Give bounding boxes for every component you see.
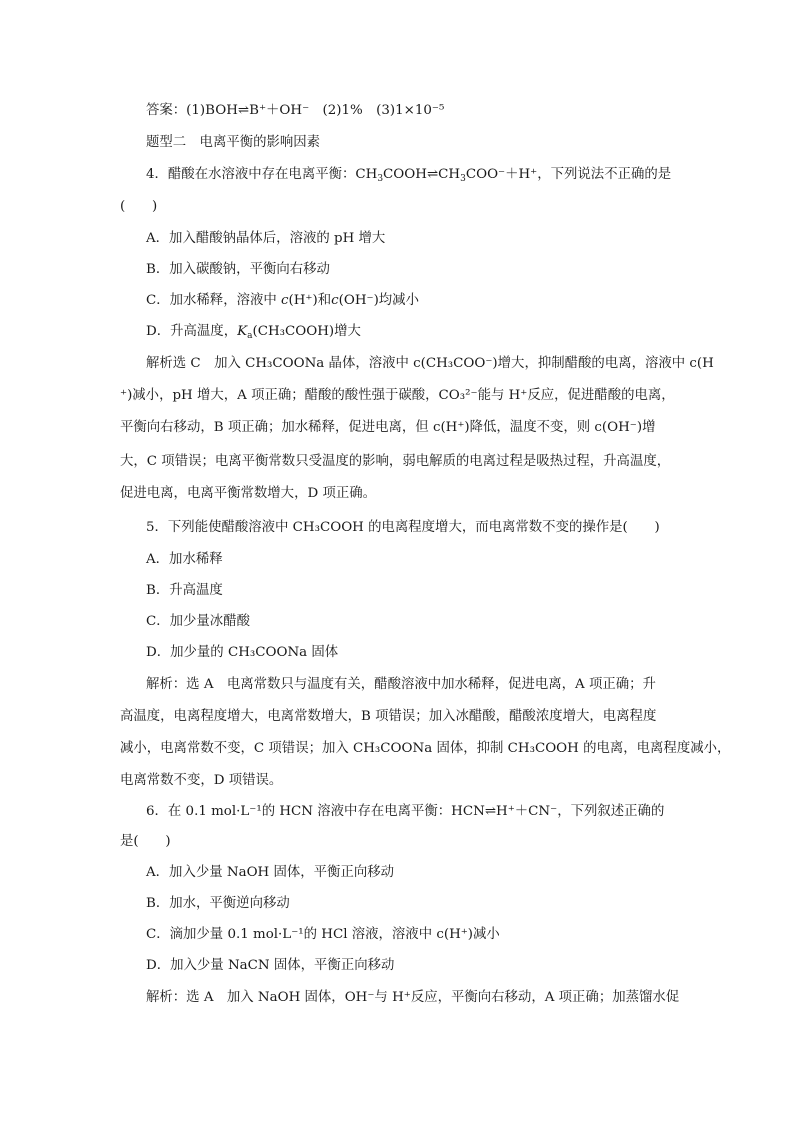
- q6-option-d: D．加入少量 NaCN 固体，平衡正向移动: [146, 958, 395, 973]
- q5-option-a: A．加水稀释: [146, 552, 223, 567]
- q4-analysis-3: 平衡向右移动，B 项正确；加水稀释，促进电离，但 c(H⁺)降低，温度不变，则 c(OH⁻)增: [120, 420, 656, 435]
- q5-stem: 5．下列能使醋酸溶液中 CH₃COOH 的电离程度增大，而电离常数不变的操作是( ): [146, 520, 660, 535]
- q5-option-c: C．加少量冰醋酸: [146, 614, 250, 629]
- q6-option-a: A．加入少量 NaOH 固体，平衡正向移动: [146, 865, 395, 880]
- q4-analysis-4: 大，C 项错误；电离平衡常数只受温度的影响，弱电解质的电离过程是吸热过程，升高温度，: [120, 454, 671, 469]
- q5-analysis-3: 减小，电离常数不变，C 项错误；加入 CH₃COONa 固体，抑制 CH₃COOH 的电离，电离程度减小，: [120, 741, 731, 756]
- q4-stem-c: CH: [438, 167, 461, 182]
- equilibrium-arrow: ⇌: [426, 167, 439, 182]
- q6-option-c: C．滴加少量 0.1 mol·L⁻¹的 HCl 溶液，溶液中 c(H⁺)减小: [146, 927, 500, 942]
- q5-analysis-4: 电离常数不变，D 项错误。: [120, 773, 283, 788]
- opt-d-pre: D．升高温度，: [146, 324, 238, 339]
- q6-stem-1: 6．在 0.1 mol·L⁻¹的 HCN 溶液中存在电离平衡：HCN⇌H⁺＋CN⁻，下列叙述正确的: [146, 804, 665, 819]
- q6-stem-2: 是( ): [120, 834, 171, 849]
- equilibrium-arrow: ⇌: [237, 103, 250, 118]
- q4-option-d: [146, 322, 684, 346]
- subscript: 3: [377, 174, 384, 184]
- q4-paren: ( ): [120, 199, 158, 214]
- q4-analysis-5: 促进电离，电离平衡常数增大，D 项正确。: [120, 486, 377, 501]
- opt-c-c2: c: [331, 293, 339, 308]
- opt-c-mid: (H⁺)和: [288, 293, 332, 308]
- answer-line: [146, 101, 684, 121]
- q4-stem-b: COOH: [383, 167, 427, 182]
- q4-option-a: A．加入醋酸钠晶体后，溶液的 pH 增大: [146, 231, 386, 246]
- opt-c-c1: c: [281, 293, 289, 308]
- answer-tail: B⁺＋OH⁻ (2)1% (3)1×10⁻⁵: [249, 103, 445, 118]
- q5-analysis-2: 高温度，电离程度增大，电离常数增大，B 项错误；加入冰醋酸，醋酸浓度增大，电离程度: [120, 709, 657, 724]
- opt-d-k: K: [237, 324, 248, 339]
- q4-analysis-2: ⁺)减小，pH 增大，A 项正确；醋酸的酸性强于碳酸，CO₃²⁻能与 H⁺反应，促进醋酸的电离，: [120, 388, 675, 403]
- q5-option-b: B．升高温度: [146, 583, 223, 598]
- q5-analysis-1: 解析：选 A 电离常数只与温度有关，醋酸溶液中加水稀释，促进电离，A 项正确；升: [146, 677, 656, 692]
- opt-d-post: (CH₃COOH)增大: [252, 324, 361, 339]
- q4-option-b: B．加入碳酸钠，平衡向右移动: [146, 262, 330, 277]
- opt-c-pre: C．加水稀释，溶液中: [146, 293, 277, 308]
- q4-stem-a: 4．醋酸在水溶液中存在电离平衡：CH: [146, 167, 378, 182]
- opt-d-sub: a: [247, 331, 253, 341]
- q4-option-c: [146, 291, 684, 311]
- q6-analysis-1: 解析：选 A 加入 NaOH 固体，OH⁻与 H⁺反应，平衡向右移动，A 项正确；加蒸馏水促: [146, 990, 680, 1005]
- answer-prefix: 答案：(1)BOH: [146, 103, 238, 118]
- q4-stem: [146, 165, 684, 189]
- q6-option-b: B．加水，平衡逆向移动: [146, 896, 290, 911]
- q4-stem-d: COO⁻＋H⁺，下列说法不正确的是: [465, 167, 672, 182]
- subscript: 3: [460, 174, 466, 184]
- q4-analysis-1: 解析选 C 加入 CH₃COONa 晶体，溶液中 c(CH₃COO⁻)增大，抑制醋酸的电离，溶液中 c(H: [146, 356, 714, 371]
- section-title: 题型二 电离平衡的影响因素: [146, 135, 321, 150]
- q5-option-d: D．加少量的 CH₃COONa 固体: [146, 645, 339, 660]
- opt-c-post: (OH⁻)均减小: [338, 293, 419, 308]
